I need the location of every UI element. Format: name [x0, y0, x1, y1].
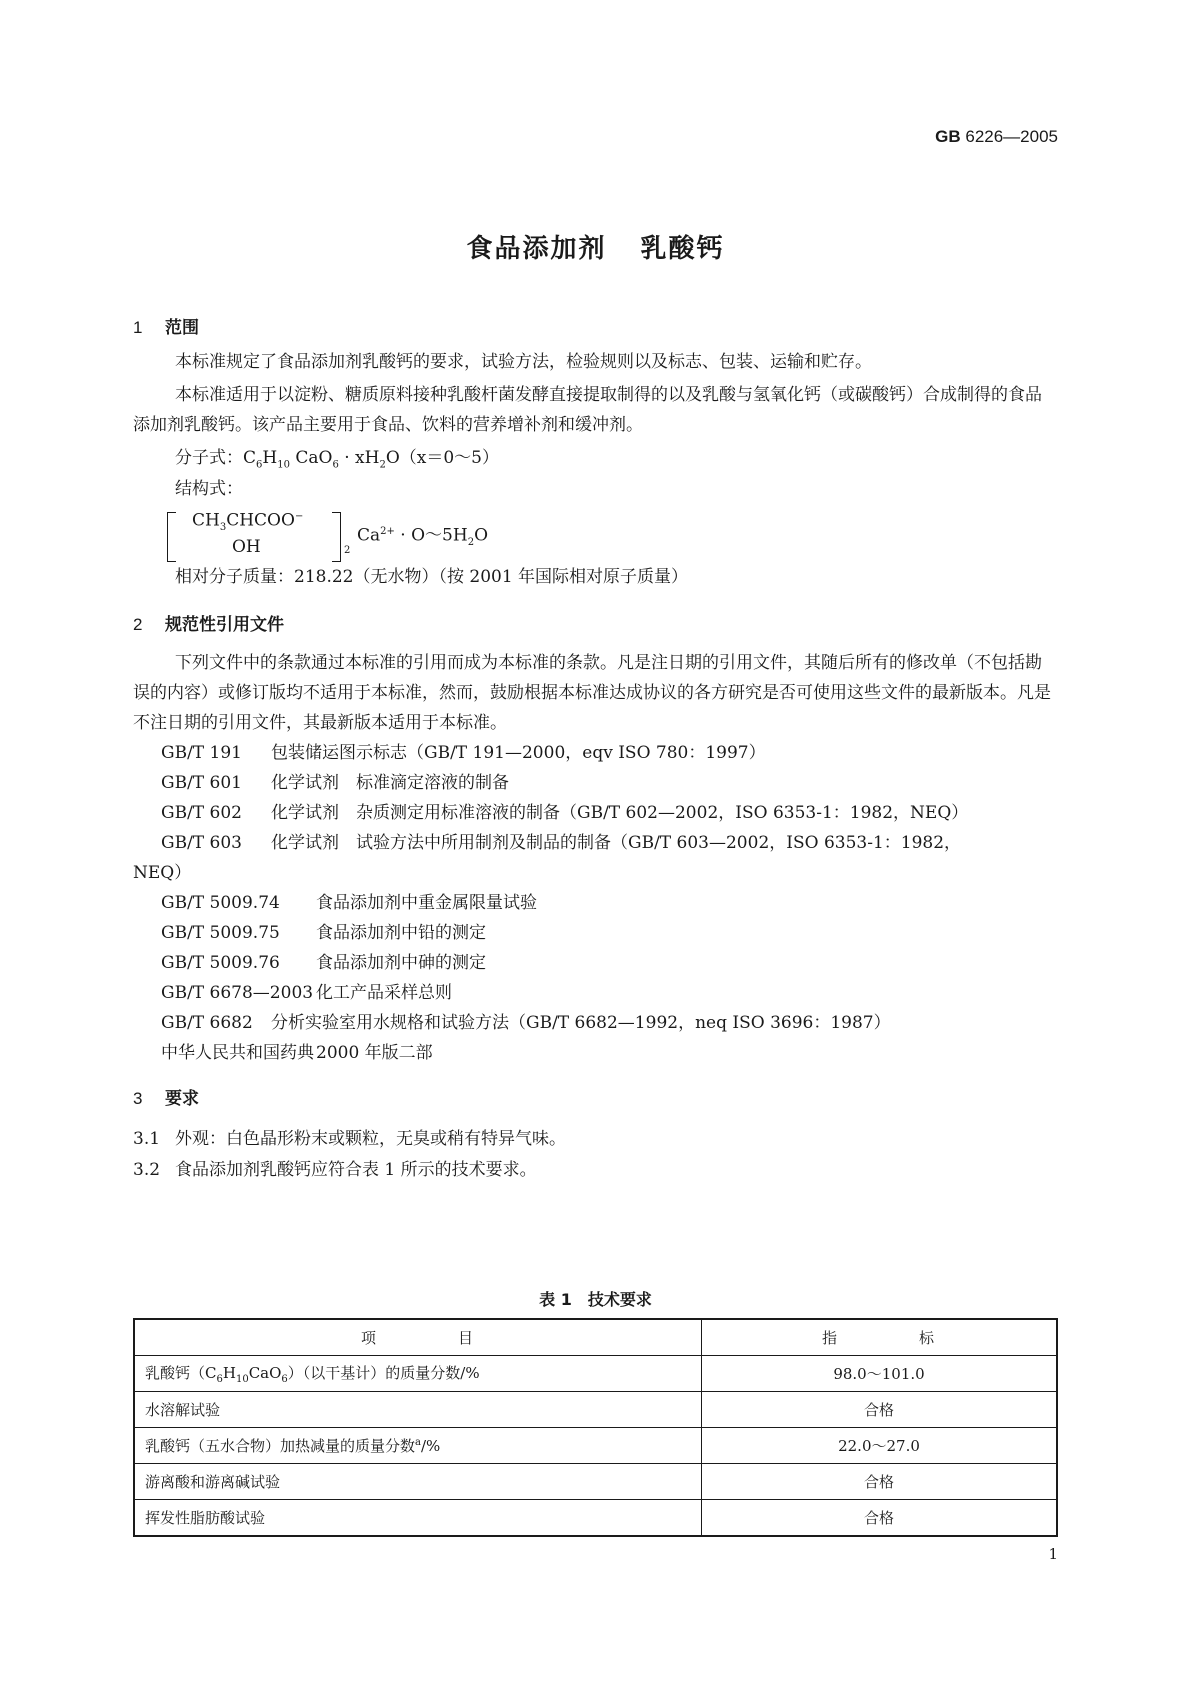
technical-requirements-table — [133, 1318, 1058, 1537]
reference-item: GB/T 6678—2003 化工产品采样总则 — [161, 983, 452, 1003]
scope-paragraph-2: 本标准适用于以淀粉、糖质原料接种乳酸杆菌发酵直接提取制得的以及乳酸与氢氧化钙（或碳酸钙）合成制得的食品添加剂乳酸钙。该产品主要用于食品、饮料的营养增补剂和缓冲剂。 — [133, 385, 1042, 435]
reference-item-continuation: NEQ） — [133, 863, 192, 883]
row-value: 合格 — [702, 1464, 1058, 1500]
row-value: 22.0～27.0 — [702, 1428, 1058, 1464]
standard-code: GB 6226—2005 — [935, 127, 1058, 146]
row-item: 乳酸钙$(C_6H_{10}CaO_6)$（以干基计）的质量分数/% — [134, 1356, 702, 1392]
relative-molecular-mass: 相对分子质量：218.22（无水物）（按 2001 年国际相对原子质量） — [175, 567, 689, 587]
reference-item: GB/T 603 化学试剂 试验方法中所用制剂及制品的制备（GB/T 603—2002，ISO 6353-1：1982， — [161, 833, 962, 853]
table-row — [134, 1464, 1057, 1500]
normative-intro-paragraph: 下列文件中的条款通过本标准的引用而成为本标准的条款。凡是注日期的引用文件，其随后所有的修改单（不包括勘误的内容）或修订版均不适用于本标准，然而，鼓励根据本标准达成协议的各方研究是否可使用这些文件的最新版本。凡是不注日期的引用文件，其最新版本适用于本标准。 — [133, 653, 1051, 733]
table-row — [134, 1392, 1057, 1428]
row-item: 挥发性脂肪酸试验 — [134, 1500, 702, 1537]
header-value: 指 标 — [702, 1319, 1058, 1356]
structure-calcium: $Ca^{2+}$ · $O\sim 5H_2O$ — [357, 525, 489, 549]
reference-item: GB/T 6682 分析实验室用水规格和试验方法（GB/T 6682—1992，neq ISO 3696：1987） — [161, 1013, 891, 1033]
right-bracket — [332, 512, 341, 562]
table-header-row — [134, 1319, 1057, 1356]
section-2-heading: 2 规范性引用文件 — [133, 615, 284, 635]
reference-item: GB/T 602 化学试剂 杂质测定用标准溶液的制备（GB/T 602—2002，ISO 6353-1：1982，NEQ） — [161, 803, 969, 823]
structure-line-2: OH — [232, 537, 261, 557]
header-item: 项 目 — [134, 1319, 702, 1356]
page-title: 食品添加剂 乳酸钙 — [466, 234, 725, 264]
reference-item: GB/T 5009.74 食品添加剂中重金属限量试验 — [161, 893, 537, 913]
reference-item: GB/T 601 化学试剂 标准滴定溶液的制备 — [161, 773, 509, 793]
row-item: 游离酸和游离碱试验 — [134, 1464, 702, 1500]
clause-3-2: 3.2 食品添加剂乳酸钙应符合表 1 所示的技术要求。 — [133, 1160, 537, 1180]
reference-item: GB/T 5009.75 食品添加剂中铅的测定 — [161, 923, 486, 943]
molecular-formula: 分子式：$C_6H_{10}$ $CaO_6 \cdot xH_2O(x=0\sim 5)$ — [175, 448, 499, 471]
table-caption: 表 1 技术要求 — [539, 1290, 652, 1309]
section-3-heading: 3 要求 — [133, 1089, 199, 1109]
row-value: 98.0～101.0 — [702, 1356, 1058, 1392]
reference-item: 中华人民共和国药典 2000 年版二部 — [161, 1043, 433, 1063]
structure-line-1: $CH_3CHCOO^-$ — [192, 510, 304, 534]
page-number: 1 — [1048, 1545, 1058, 1563]
row-item: 乳酸钙（五水合物）加热减量的质量分数$^a$/% — [134, 1428, 702, 1464]
clause-3-1: 3.1 外观：白色晶形粉末或颗粒，无臭或稍有特异气味。 — [133, 1129, 566, 1149]
bracket-subscript: 2 — [344, 545, 351, 556]
table-row — [134, 1428, 1057, 1464]
reference-item: GB/T 5009.76 食品添加剂中砷的测定 — [161, 953, 486, 973]
table-row — [134, 1500, 1057, 1537]
left-bracket — [167, 512, 176, 562]
section-1-heading: 1 范围 — [133, 318, 199, 338]
structural-formula-label: 结构式： — [175, 479, 243, 499]
table-row — [134, 1356, 1057, 1392]
row-item: 水溶解试验 — [134, 1392, 702, 1428]
reference-item: GB/T 191 包装储运图示标志（GB/T 191—2000，eqv ISO 780：1997） — [161, 743, 766, 763]
row-value: 合格 — [702, 1500, 1058, 1537]
reference-list — [133, 738, 1058, 1068]
row-value: 合格 — [702, 1392, 1058, 1428]
scope-paragraph-1: 本标准规定了食品添加剂乳酸钙的要求，试验方法，检验规则以及标志、包装、运输和贮存。 — [175, 352, 872, 372]
